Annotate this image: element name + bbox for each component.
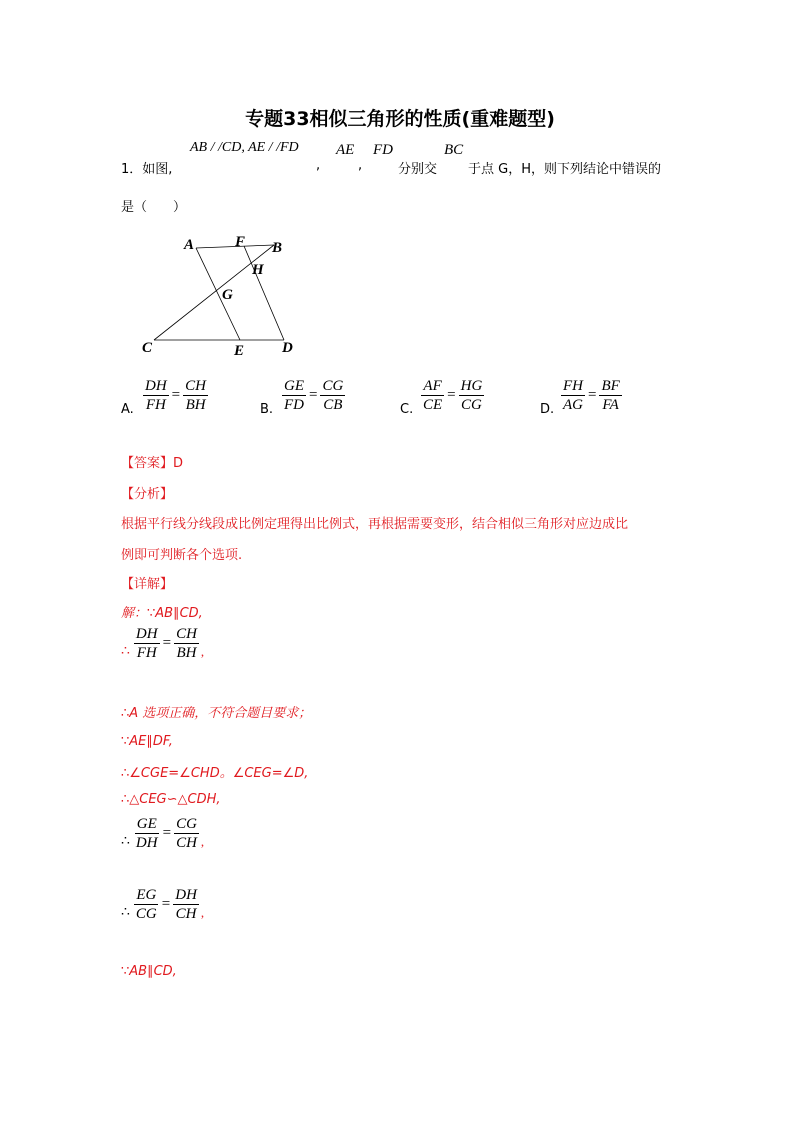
question-condition: AB / /CD, AE / /FD [190,140,299,155]
numerator: DH [145,378,167,394]
option-c-formula: $\frac{AF}{CE}$ = $\frac{HG}{CG}$ [423,378,483,413]
numerator: DH [175,887,197,903]
detail-tag: 【详解】 [121,577,174,592]
analysis-tag: 【分析】 [121,487,174,502]
numerator: CG [176,816,197,832]
segment-bc: BC [444,142,464,158]
denominator: CH [175,906,197,922]
comma: , [200,833,205,849]
detail-step-4: ∴∠CGE=∠CHD。∠CEG=∠D, [121,766,309,781]
geometry-figure [140,228,310,362]
numerator: HG [460,378,483,394]
numerator: GE [136,816,157,832]
detail-step-3: ∵AE∥DF, [121,734,173,749]
denominator: BH [176,645,197,661]
therefore-symbol: ∴ [121,905,130,920]
numerator: CG [322,378,344,394]
therefore-symbol: ∴ [121,834,130,849]
denominator: FA [602,397,619,413]
label-f: F [235,234,246,250]
numerator: CH [176,626,197,642]
numerator: EG [136,887,157,903]
answer-line [121,452,183,471]
denominator: BH [185,397,206,413]
comma: , [200,904,205,920]
option-c-label: C. [400,402,414,417]
label-a: A [184,237,195,253]
denominator: FD [284,397,304,413]
denominator: FH [145,397,166,413]
option-d-label: D. [540,402,555,417]
detail-step-6: ∵AB∥CD, [121,964,177,979]
separator: , [316,158,321,173]
numerator: BF [601,378,620,394]
label-c: C [142,340,153,356]
separator: , [358,158,363,173]
question-number: 1．如图, [121,162,173,177]
segment-cb [154,245,274,340]
detail-step-1: 解：∵AB∥CD, [121,606,203,621]
label-e: E [234,343,245,359]
therefore-symbol: ∴ [121,644,130,659]
detail-formula-3: ∴ $\frac{EG}{CG}$ = $\frac{DH}{CH}$ , [121,887,205,922]
denominator: CE [423,397,443,413]
denominator: AG [563,397,583,413]
numerator: AF [423,378,442,394]
comma: , [200,643,205,659]
numerator: FH [563,378,583,394]
denominator: CG [135,906,157,922]
option-b-label: B. [260,402,274,417]
detail-formula-2: ∴ $\frac{GE}{DH}$ = $\frac{CG}{CH}$ , [121,816,205,851]
denominator: DH [135,835,158,851]
numerator: GE [284,378,304,394]
detail-formula-1: ∴ $\frac{DH}{FH}$ = $\frac{CH}{BH}$ , [121,626,205,661]
option-d-formula: $\frac{FH}{AG}$ = $\frac{BF}{FA}$ [563,378,620,413]
segment-ae [196,248,240,340]
analysis-line2: 例即可判断各个选项. [121,548,243,563]
answer-tag: 【答案】 [121,456,174,471]
page-title: 专题33相似三角形的性质(重难题型) [245,108,555,130]
numerator: CH [185,378,206,394]
label-h: H [252,262,264,278]
denominator: CH [176,835,197,851]
label-g: G [222,287,233,303]
segment-ae: AE [336,142,355,158]
label-d: D [282,340,293,356]
option-b-formula: $\frac{GE}{FD}$ = $\frac{CG}{CB}$ [284,378,344,413]
option-a-label: A. [121,402,134,417]
question-text-end: 于点 G，H，则下列结论中错误的 [468,162,661,177]
label-b: B [272,240,283,256]
denominator: CG [461,397,482,413]
question-line2: 是（ ） [121,200,187,215]
denominator: FH [136,645,157,661]
analysis-line1: 根据平行线分线段成比例定理得出比例式，再根据需要变形，结合相似三角形对应边成比 [121,517,629,532]
detail-step-5: ∴△CEG∽△CDH, [121,792,221,807]
question-text-mid: 分别交 [398,162,438,177]
answer-value: D [173,456,184,471]
denominator: CB [323,397,343,413]
segment-fd: FD [373,142,393,158]
detail-step-2: ∴A 选项正确，不符合题目要求； [121,706,312,721]
numerator: DH [135,626,158,642]
segment-fd [244,246,284,340]
option-a-formula: $\frac{DH}{FH}$ = $\frac{CH}{BH}$ [145,378,206,413]
